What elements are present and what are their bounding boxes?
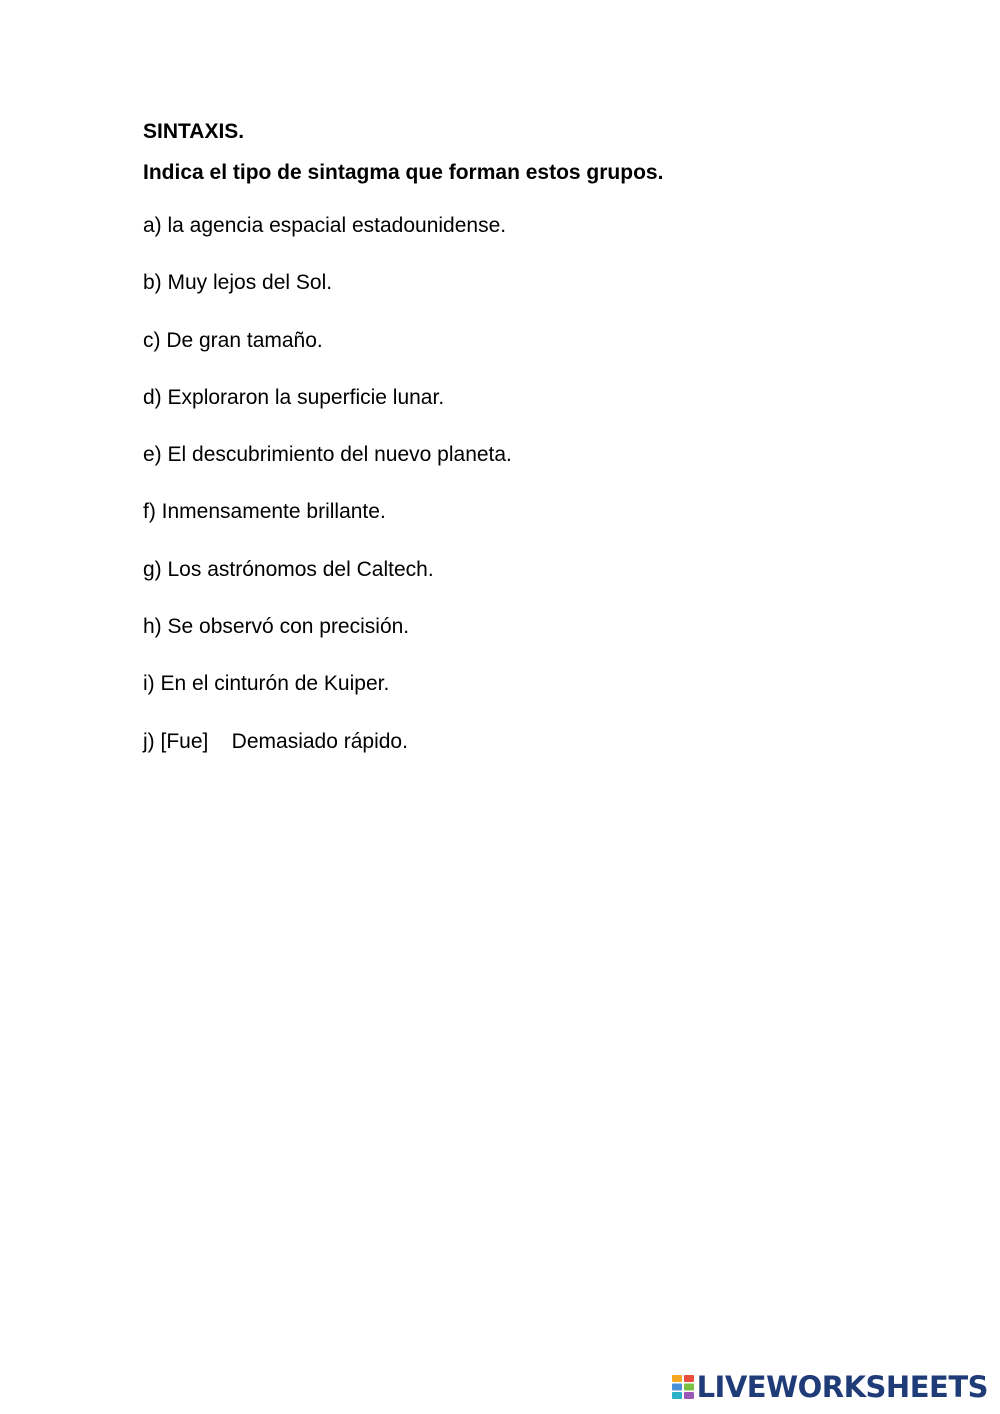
exercise-item-a: a) la agencia espacial estadounidense.	[143, 214, 507, 237]
exercise-item-d: d) Exploraron la superficie lunar.	[143, 385, 445, 409]
exercise-item-i: i) En el cinturón de Kuiper.	[143, 672, 390, 696]
exercise-item-h: h) Se observó con precisión.	[143, 615, 410, 639]
exercise-item-f: f) Inmensamente brillante.	[143, 500, 386, 524]
exercise-item-e: e) El descubrimiento del nuevo planeta.	[143, 443, 512, 467]
exercise-item-c: c) De gran tamaño.	[143, 328, 323, 352]
exercise-item-g: g) Los astrónomos del Caltech.	[143, 557, 434, 581]
exercise-item-j: j) [Fue] Demasiado rápido.	[143, 729, 408, 753]
worksheet-title: SINTAXIS.	[143, 120, 245, 143]
exercise-item-b: b) Muy lejos del Sol.	[143, 271, 333, 295]
liveworksheets-logo-icon	[672, 1375, 694, 1399]
worksheet-instruction: Indica el tipo de sintagma que forman estos grupos.	[143, 161, 664, 184]
liveworksheets-brand-text: LIVEWORKSHEETS	[696, 1370, 988, 1404]
exercise-list	[143, 213, 512, 786]
liveworksheets-branding	[672, 1370, 988, 1404]
